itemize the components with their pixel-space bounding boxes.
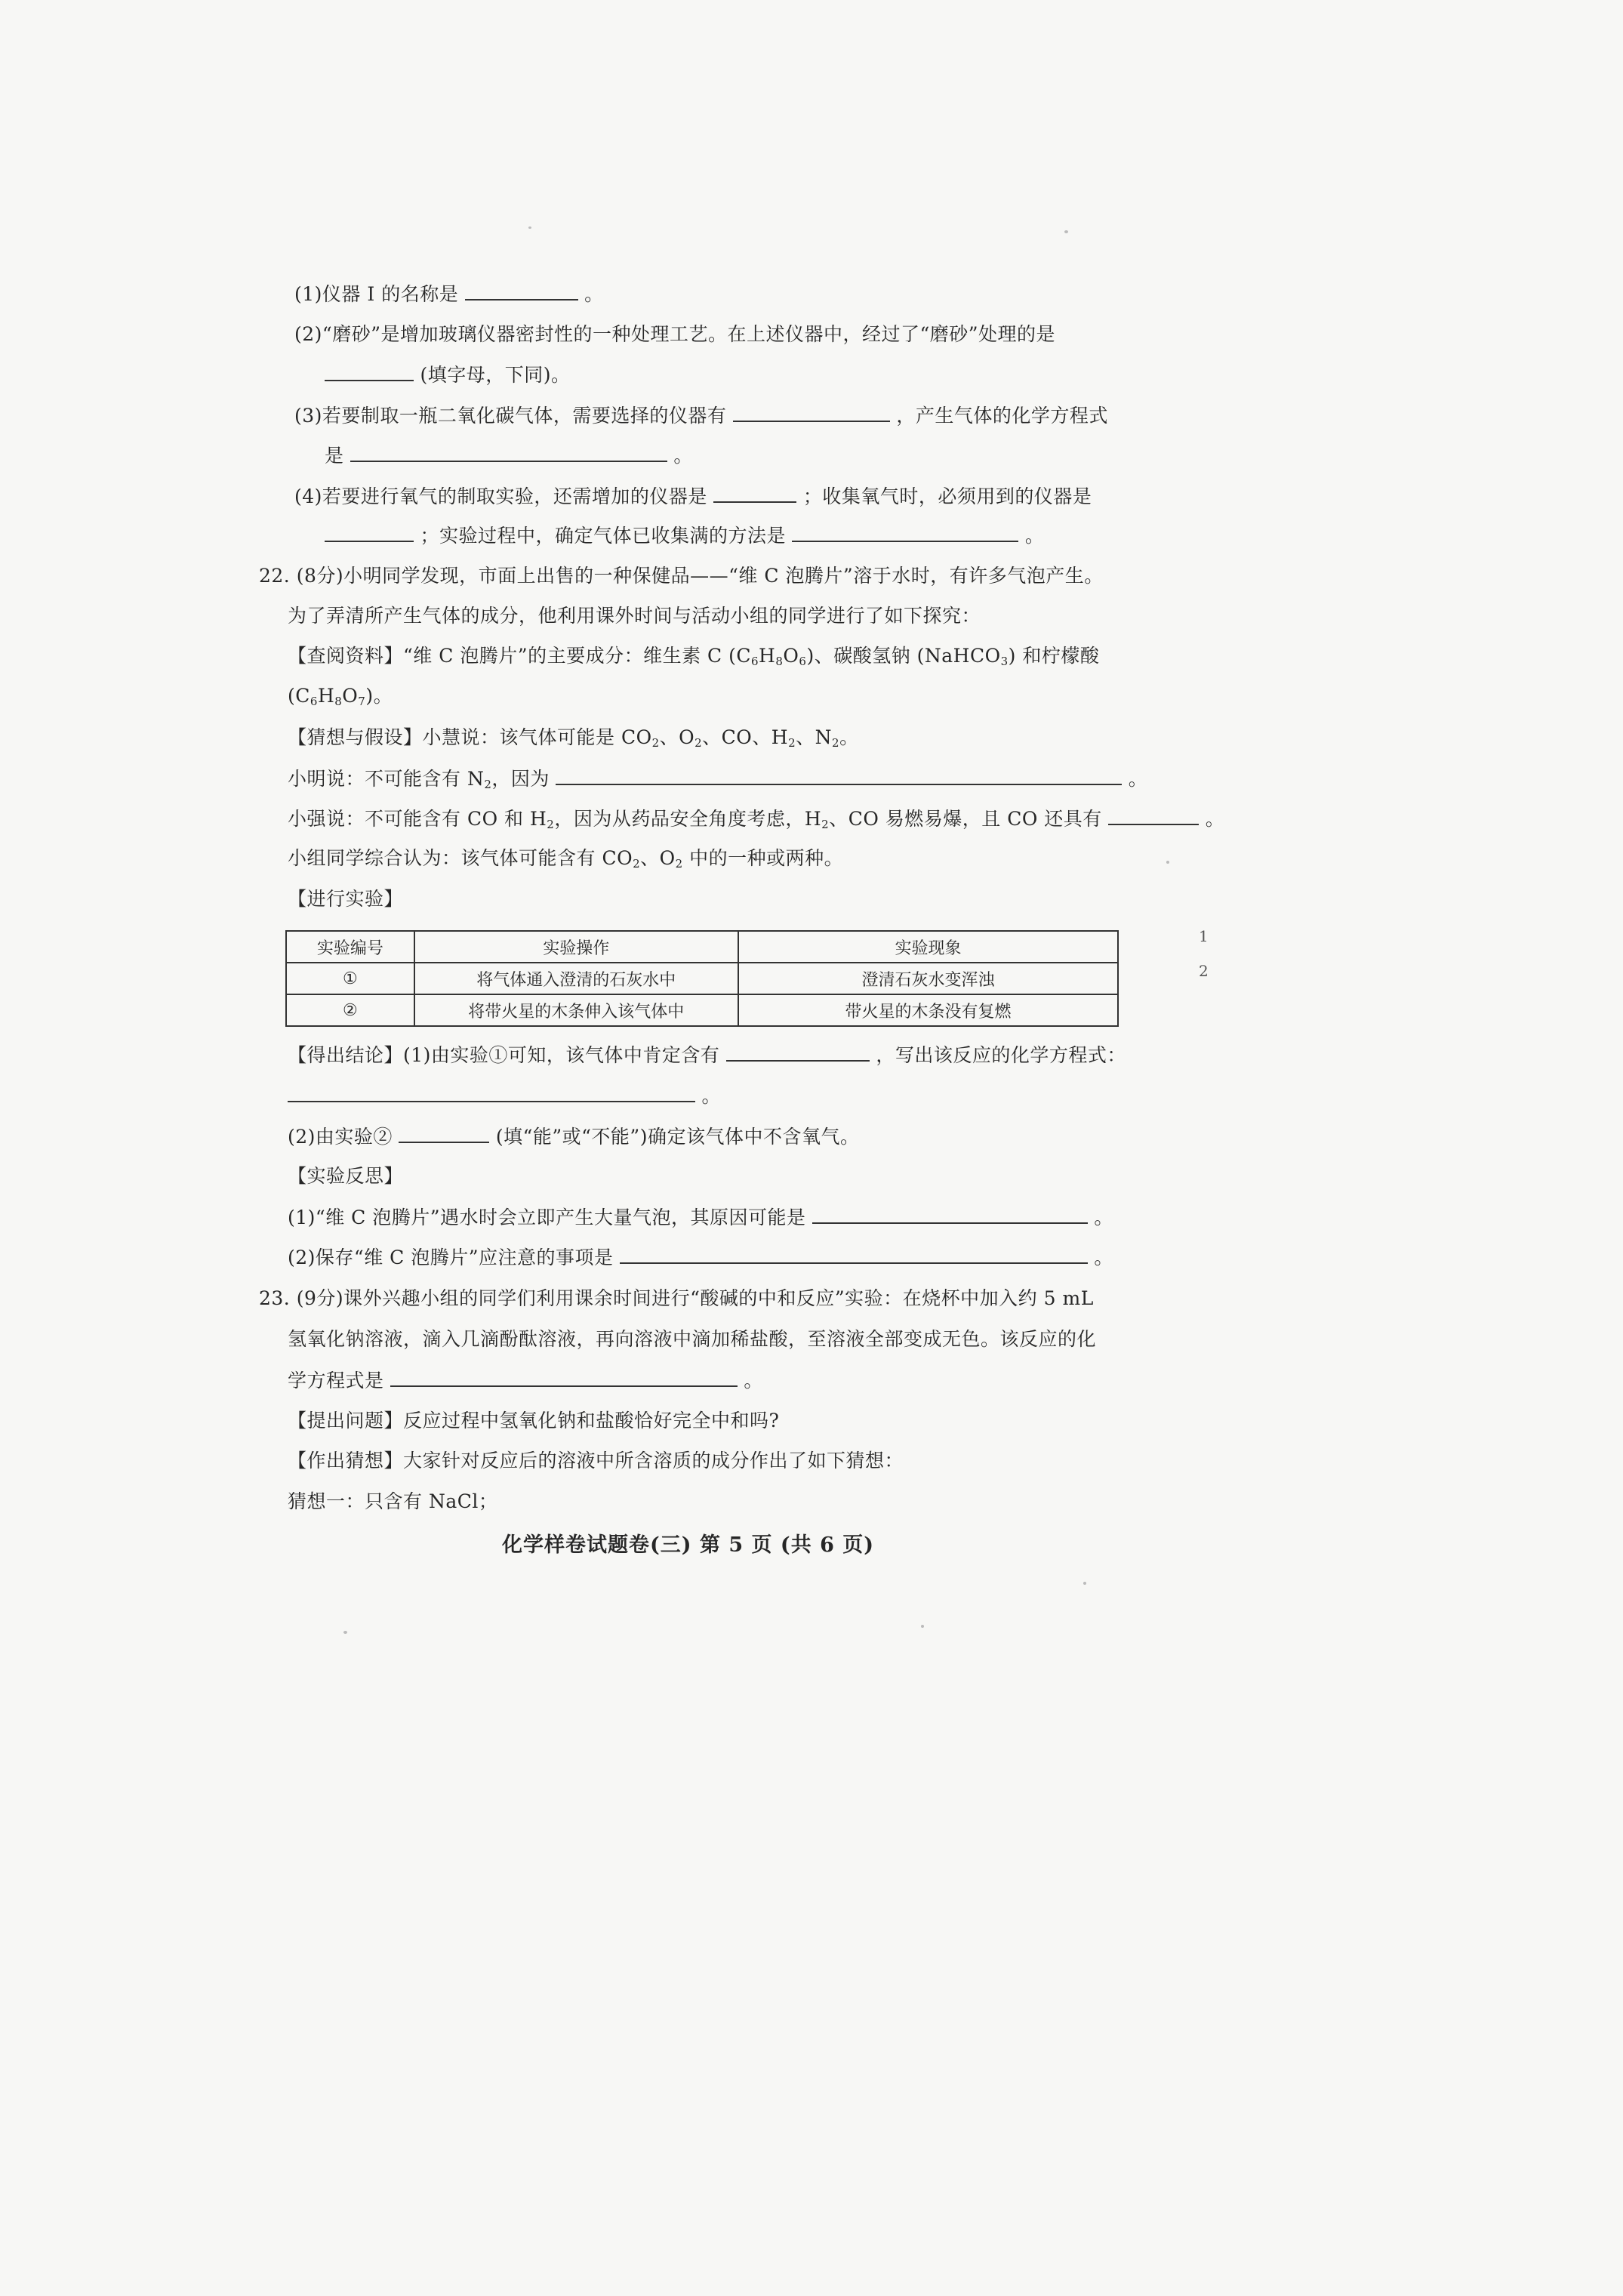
answer-blank[interactable] bbox=[1108, 806, 1199, 825]
q23-text2: 氢氧化钠溶液，滴入几滴酚酞溶液，再向溶液中滴加稀盐酸，至溶液全部变成无色。该反应的化 bbox=[288, 1328, 1097, 1350]
subscript: 2 bbox=[675, 857, 683, 871]
q21-p2-text: (2)“磨砂”是增加玻璃仪器密封性的一种处理工艺。在上述仪器中，经过了“磨砂”处理的是 bbox=[294, 323, 1056, 345]
q22-intro-line1 bbox=[259, 563, 1104, 589]
side-mark: 1 bbox=[1199, 927, 1209, 945]
table-cell: 将气体通入澄清的石灰水中 bbox=[414, 963, 738, 994]
q23-guess1-text: 猜想一：只含有 NaCl； bbox=[288, 1490, 498, 1512]
q22-hyp-text: 、CO、H bbox=[702, 726, 789, 748]
q21-part3-line1 bbox=[294, 402, 1108, 429]
scan-speck bbox=[921, 1625, 924, 1628]
q22-ref-text: )、碳酸氢钠 (NaHCO bbox=[806, 645, 1001, 667]
q21-part4-line2 bbox=[325, 522, 1044, 549]
q21-part2-line2 bbox=[325, 362, 570, 388]
subscript: 6 bbox=[799, 655, 807, 668]
q23-line1 bbox=[259, 1286, 1094, 1311]
q22-group-text: 小组同学综合认为：该气体可能含有 CO bbox=[288, 847, 633, 869]
q23-guess-text: 【作出猜想】大家针对反应后的溶液中所含溶质的成分作出了如下猜想： bbox=[288, 1450, 904, 1472]
answer-blank[interactable] bbox=[465, 281, 578, 300]
subscript: 2 bbox=[694, 736, 703, 750]
q21-p3-text: (3)若要制取一瓶二氧化碳气体，需要选择的仪器有 bbox=[294, 405, 727, 427]
q22-ref-text: O bbox=[783, 645, 799, 667]
q23-question-text: 【提出问题】反应过程中氢氧化钠和盐酸恰好完全中和吗? bbox=[288, 1410, 780, 1432]
section-heading: 【进行实验】 bbox=[288, 888, 404, 910]
answer-blank[interactable] bbox=[325, 522, 414, 542]
q22-refl2-end: 。 bbox=[1094, 1247, 1113, 1268]
q22-reflection-heading bbox=[288, 1163, 403, 1189]
q22-ref2-text: )。 bbox=[365, 685, 393, 707]
q21-p1-text: (1)仪器 bbox=[294, 283, 361, 305]
q22-con1-end: 。 bbox=[701, 1085, 721, 1107]
q22-hyp-text: 、O bbox=[659, 726, 695, 748]
table-header: 实验编号 bbox=[286, 931, 414, 963]
answer-blank[interactable] bbox=[726, 1042, 870, 1062]
q22-conclusion-1 bbox=[288, 1042, 1126, 1068]
q21-p4-text3: ；实验过程中，确定气体已收集满的方法是 bbox=[420, 525, 786, 547]
answer-blank[interactable] bbox=[288, 1083, 695, 1102]
q22-con1-text: 【得出结论】(1)由实验①可知，该气体中肯定含有 bbox=[288, 1044, 720, 1066]
answer-blank[interactable] bbox=[390, 1367, 738, 1387]
table-header: 实验操作 bbox=[414, 931, 738, 963]
table-cell: 带火星的木条没有复燃 bbox=[738, 994, 1118, 1026]
q22-group-text: 中的一种或两种。 bbox=[682, 847, 844, 869]
q22-qiang-end: 。 bbox=[1205, 808, 1225, 830]
q22-hypothesis bbox=[288, 725, 859, 756]
q22-intro-text2: 为了弄清所产生气体的成分，他利用课外时间与活动小组的同学进行了如下探究： bbox=[288, 605, 981, 627]
q22-ref-text: ) 和柠檬酸 bbox=[1008, 645, 1100, 667]
table-row bbox=[286, 994, 1118, 1026]
q22-intro-line2 bbox=[288, 603, 981, 629]
subscript: 2 bbox=[651, 736, 660, 750]
q21-p3-text2: ，产生气体的化学方程式 bbox=[896, 405, 1108, 427]
q22-con2-text2: (填“能”或“不能”)确定该气体中不含氧气。 bbox=[495, 1126, 860, 1148]
q21-p1-text2: 的名称是 bbox=[381, 283, 459, 305]
q22-hyp-text: 【猜想与假设】小慧说：该气体可能是 CO bbox=[288, 726, 652, 748]
subscript: 2 bbox=[547, 818, 555, 831]
q22-con1-text2: ，写出该反应的化学方程式： bbox=[876, 1044, 1126, 1066]
q22-intro-text1: 22. (8分)小明同学发现，市面上出售的一种保健品——“维 C 泡腾片”溶于水时，有许多气泡产生。 bbox=[259, 565, 1104, 587]
q22-ref2-text: (C bbox=[288, 685, 310, 707]
subscript: 2 bbox=[832, 736, 840, 750]
q22-ref-text: H bbox=[759, 645, 776, 667]
q23-line2 bbox=[288, 1327, 1096, 1352]
side-mark: 2 bbox=[1199, 962, 1209, 980]
answer-blank[interactable] bbox=[399, 1123, 489, 1143]
q22-conclusion-2 bbox=[288, 1123, 859, 1150]
q21-p4-text2: ；收集氧气时，必须用到的仪器是 bbox=[802, 485, 1092, 507]
q22-qiang-text: ，因为从药品安全角度考虑，H bbox=[554, 808, 822, 830]
table-cell: 将带火星的木条伸入该气体中 bbox=[414, 994, 738, 1026]
q22-ref2-text: H bbox=[317, 685, 335, 707]
page-footer: 化学样卷试题卷(三) 第 5 页 (共 6 页) bbox=[502, 1533, 875, 1557]
answer-blank[interactable] bbox=[556, 766, 1122, 785]
table-cell: ① bbox=[286, 963, 414, 994]
q21-part3-line2 bbox=[325, 442, 693, 469]
q21-p1-end: 。 bbox=[584, 283, 604, 305]
q22-reference-line1 bbox=[288, 643, 1099, 674]
table-cell: 澄清石灰水变浑浊 bbox=[738, 963, 1118, 994]
q23-text3-end: 。 bbox=[744, 1370, 763, 1391]
subscript: 2 bbox=[633, 857, 641, 871]
answer-blank[interactable] bbox=[713, 483, 796, 503]
q22-con2-text: (2)由实验② bbox=[288, 1126, 393, 1148]
q22-experiment-heading bbox=[288, 886, 403, 912]
scan-speck bbox=[528, 227, 531, 229]
q21-p3-text3: 是 bbox=[325, 445, 344, 467]
q21-p4-end: 。 bbox=[1024, 525, 1045, 547]
q23-text1: 23. (9分)课外兴趣小组的同学们利用课余时间进行“酸碱的中和反应”实验：在烧杯中加入约 5 mL bbox=[259, 1287, 1094, 1309]
subscript: 6 bbox=[310, 695, 318, 708]
table-header: 实验现象 bbox=[738, 931, 1118, 963]
q22-group-text: 、O bbox=[640, 847, 676, 869]
q23-guess-1 bbox=[288, 1489, 497, 1515]
subscript: 2 bbox=[821, 818, 830, 831]
q22-refl1-end: 。 bbox=[1094, 1207, 1113, 1228]
answer-blank[interactable] bbox=[325, 362, 414, 381]
q22-xiaoqiang bbox=[288, 806, 1224, 837]
q22-conclusion-1-line2 bbox=[288, 1083, 721, 1109]
q22-reference-line2 bbox=[288, 683, 393, 714]
q22-qiang-text: 小强说：不可能含有 CO 和 H bbox=[288, 808, 547, 830]
scan-speck bbox=[1064, 230, 1068, 233]
answer-blank[interactable] bbox=[792, 522, 1018, 542]
q23-line3 bbox=[288, 1367, 763, 1394]
table-row bbox=[286, 963, 1118, 994]
scan-speck bbox=[1166, 861, 1169, 864]
q21-part4-line1 bbox=[294, 483, 1092, 510]
subscript: 2 bbox=[788, 736, 796, 750]
subscript: 2 bbox=[484, 778, 492, 791]
q22-refl2-text: (2)保存“维 C 泡腾片”应注意的事项是 bbox=[288, 1247, 614, 1268]
subscript: 8 bbox=[775, 655, 784, 668]
experiment-table bbox=[285, 930, 1119, 1027]
q22-ming-text: 小明说：不可能含有 N bbox=[288, 768, 485, 790]
section-heading: 【实验反思】 bbox=[288, 1165, 404, 1187]
q23-text3: 学方程式是 bbox=[288, 1370, 384, 1391]
subscript: 7 bbox=[358, 695, 366, 708]
answer-blank[interactable] bbox=[733, 402, 890, 422]
q22-xiaoming bbox=[288, 766, 1147, 797]
q23-question bbox=[288, 1408, 779, 1434]
q22-refl1-text: (1)“维 C 泡腾片”遇水时会立即产生大量气泡，其原因可能是 bbox=[288, 1207, 806, 1228]
q22-ming-text: ，因为 bbox=[491, 768, 550, 790]
q21-p1-label: I bbox=[367, 283, 375, 305]
q23-guess-intro bbox=[288, 1448, 904, 1474]
q22-ref2-text: O bbox=[342, 685, 359, 707]
q22-reflection-2 bbox=[288, 1244, 1113, 1271]
q22-ming-end: 。 bbox=[1128, 768, 1148, 790]
q21-p3-end: 。 bbox=[673, 445, 693, 467]
q21-p2-note: (填字母，下同)。 bbox=[420, 364, 571, 386]
answer-blank[interactable] bbox=[350, 442, 667, 462]
q21-part2-line1 bbox=[294, 322, 1055, 347]
scan-speck bbox=[343, 1631, 347, 1634]
scan-speck bbox=[1083, 1582, 1086, 1585]
answer-blank[interactable] bbox=[620, 1244, 1088, 1264]
answer-blank[interactable] bbox=[812, 1204, 1088, 1224]
subscript: 8 bbox=[334, 695, 343, 708]
subscript: 3 bbox=[1000, 655, 1009, 668]
table-header-row bbox=[286, 931, 1118, 963]
q22-reflection-1 bbox=[288, 1204, 1113, 1231]
q22-hyp-text: 、N bbox=[796, 726, 833, 748]
q22-qiang-text: 、CO 易燃易爆，且 CO 还具有 bbox=[829, 808, 1102, 830]
q22-hyp-text: 。 bbox=[839, 726, 859, 748]
q22-ref-text: 【查阅资料】“维 C 泡腾片”的主要成分：维生素 C (C bbox=[288, 645, 751, 667]
subscript: 6 bbox=[751, 655, 759, 668]
q21-part1 bbox=[294, 281, 604, 307]
q22-group-conclusion bbox=[288, 846, 843, 877]
table-cell: ② bbox=[286, 994, 414, 1026]
q21-p4-text: (4)若要进行氧气的制取实验，还需增加的仪器是 bbox=[294, 485, 707, 507]
